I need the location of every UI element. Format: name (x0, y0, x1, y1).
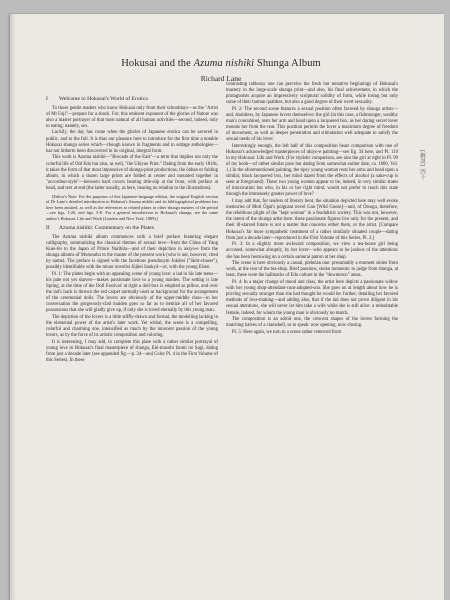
page-edge-shadow (10, 14, 16, 600)
paragraph: contrasting tableaux one can perceive the fresh but tentative beginnings of Hokusai's mastery in the large-scale shunga print—and also, his final achievement, in which the protagonists acquire an impressively sculptural solidity of form, while losing but only some of their human qualities, but also a good degree of their overt sexuality. (226, 82, 398, 106)
article-title: Hokusai and the Azuma nishiki Shunga Album (121, 58, 321, 69)
paragraph: I may add that, for readers of literary bent, the situation depicted here may well evoke memories of Mori Ōgai's poignant novel Gan [Wild Goose]—and, of Ōtsugu, therefore, the rebellious plight of the "kept woman" in a feudalistic society. This was not, however, the intent of the shunga artist here: these passionate figures live only for the present, and their ill-starred future is not a matter that concerns either them, or the artist. [Compare Hokusai's far more sympathetic treatment of a rather similarly situated couple—dating from just a decade later—reproduced in the First Volume of this Series, Pl. 2.] (226, 199, 398, 241)
paragraph: Luckily, the day has come when the glories of Japanese erotica can be savored in public, and to the full. It is thus our pleasure here to introduce for the first time a notable Hokusai shunga series which—though known in fragments and in sottage anthologies—has not hitherto been discovered in its original, integral form. (46, 130, 218, 154)
section-number: II (46, 225, 50, 232)
section-title: Azuma nishiki: Commentary on the Plates (59, 225, 154, 232)
paragraph: Interestingly enough, the left half of this composition bears comparison with one of Hokusai's acknowledged masterpieces of ukiyo-e painting—see fig. 34 here, and Pl. 119 in my Hokusai: Life and Work. (For stylistic comparison, see also the girl at right in Pl. 99 of my book—of rather similar pose but dating from somewhat earlier date, ca. 1800, Vol. 1.) In the aforementioned painting, the tipsy young woman rests her arms and head upon a similar, black lacquered box, her mind dazed from the effects of alcohol (a sake-cup is seen at foreground). These two young women appear to be, indeed, in very similar states of intoxication but who, in his or her right mind, would not prefer to reach this state through the immensely greater power of love? (226, 144, 398, 198)
side-page-marker: [解説] 四十 (419, 150, 425, 181)
author-name: Richard Lane (200, 74, 242, 83)
paragraph: The Azuma nishiki album commences with a brief preface featuring elegant calligraphy, summarizing the classical themes of sexual love—from the China of Yang Kuei-fei to the Japan of Prince Narihira—and of their depiction in ukiyo-e from the shunga albums of Moronobu to the master of the present work (who is not, however, cited by name). The preface is signed with the facetious pseudonym Jokōtei ("Skirt-chaser"), possibly identifiable with the minor novelist Jūjitei Sankyū—or, with the young Eisen. (46, 234, 218, 270)
paragraph: The scene is here obviously a casual, plebeian one: presumably a moment stolen from work, at the rear of the tea-shop. Brief passions, stolen moments: to judge from shunga, at least, these were the hallmarks of Edo culture in the "downtown" areas. (226, 261, 398, 279)
paragraph: This work is Azuma nishiki—"Brocade of the East"—a term that implies not only the colorful life of Old Edo but also, as well, "the Ukiyoe Print." Dating from the early 1810s, it takes the form of that most impressive of shunga-print productions, the ōnban or folding album, in which a dozen large prints are folded at center and mounted together in "accordion-style"—between hard covers bearing title-slip at the front, with preface at head, and text at end (the latter usually, as here, bearing no relation to the illustrations). (46, 155, 218, 191)
paragraph: Pl. 3: In a slightly more awkward composition, we view a tea-house girl being accosted, somewhat abruptly, by her lover—who appears to be jealous of the attentions she has been bestowing on a certain samurai patron at her shop. (226, 242, 398, 260)
paragraph: The depiction of the lovers is a little stiffly-drawn and formal, the modelling lacking in the elemental power of the artist's later work. Yet withal, the scene is a compelling, colorful and charming one, intensified as much by the innocent passion of the young lovers, as by the force of its artistic composition and coloring. (46, 314, 218, 339)
section-heading (46, 96, 218, 103)
paragraph: Pl. 5: Here again, we turn to a scene rather removed from (232, 330, 342, 336)
left-text-column (46, 96, 218, 365)
paragraph: Pl. 1: The plates begin with an appealing scene of young love: a lad in his late teens—his pate not yet shaven—makes passionate love to a young maiden. The setting is late Spring, at the time of the Doll Festival: at right a doll-box is emptied as pillow, and over the lad's back is thrown the red carpet normally used as background for the arrangement of the ceremonial dolls. The lovers are obviously of the upper-middle class—in her conversation the gorgeously-clad maiden goes so far as to itemize all of her favored possessions that she will gladly give up, if only she is loved eternally by this young man. (46, 271, 218, 314)
paragraph: The composition is an adroit one, the crescent shapes of the lovers forming the matching halves of a clamshell, so to speak: now opening, now closing. (226, 317, 398, 329)
section-title: Welcome to Hokusai's World of Erotica (59, 96, 148, 102)
section-number: I (46, 96, 48, 102)
paragraph: Pl. 4: In a major change of mood and class, the artist here depicts a passionate widow with her young shop-attendant-cum-adopted-son. She goes on at length about how he is proving sexually stronger than she had thought he would be: further, detailing her favored methods of love-making—and adding also, that if the lad does not prove diligent in his sexual attentions, she will never let him take a wife while she is still alive: a redoubtable female, indeed, for whom the young man is obviously no match. (226, 280, 398, 316)
paragraph: To those gentle readers who know Hokusai only from their schooldays—as the "Artist of Mt Fuji"—prepare for a shock. For, this eminent exponent of the glories of Nature was also a master portrayer of that most natural of all human activities—second, indeed, only to eating: namely, sex. (46, 105, 218, 129)
right-text-column (226, 82, 398, 337)
paragraph: It is interesting, I may add, to complete this plate with a rather similar portrayal of young love in Hokusai's final masterpiece of shunga, Ehi-musubi Izumi no Sagi, dating from just a decade later (see appended fig.—p. 34—and Color Pl. 4 in the First Volume of this Series). In these (46, 339, 218, 364)
editor-note: [Editor's Note: For the purposes of this Japanese-language edition, the original English version of Dr Lane's detailed introduction to Hokusai's Azuma nishiki and its bibliographical problems has here been omitted, as well as the references to related plates in other shunga masters of the period—see figs. 1-26, and figs. 5-E. For a general introduction to Hokusai's shunga, see the same author's Hokusai: Life and Work (London and New York, 1989).] (46, 193, 218, 221)
paragraph: Pl. 2: The second scene features a sexual position often favored by shunga artists—and, doubtless, by Japanese lovers themselves: the girl (in this case, a fishmonger, wealthy man's concubine), rests her arm and head upon a lacquered box, as her daring secret lover mounts her from the rear. This position permits the lover a maximum degree of freedom of movement, as well as deeper penetration and stimulation well adequate to satisfy the sexual needs of his lover. (226, 106, 398, 143)
section-heading (46, 225, 218, 232)
